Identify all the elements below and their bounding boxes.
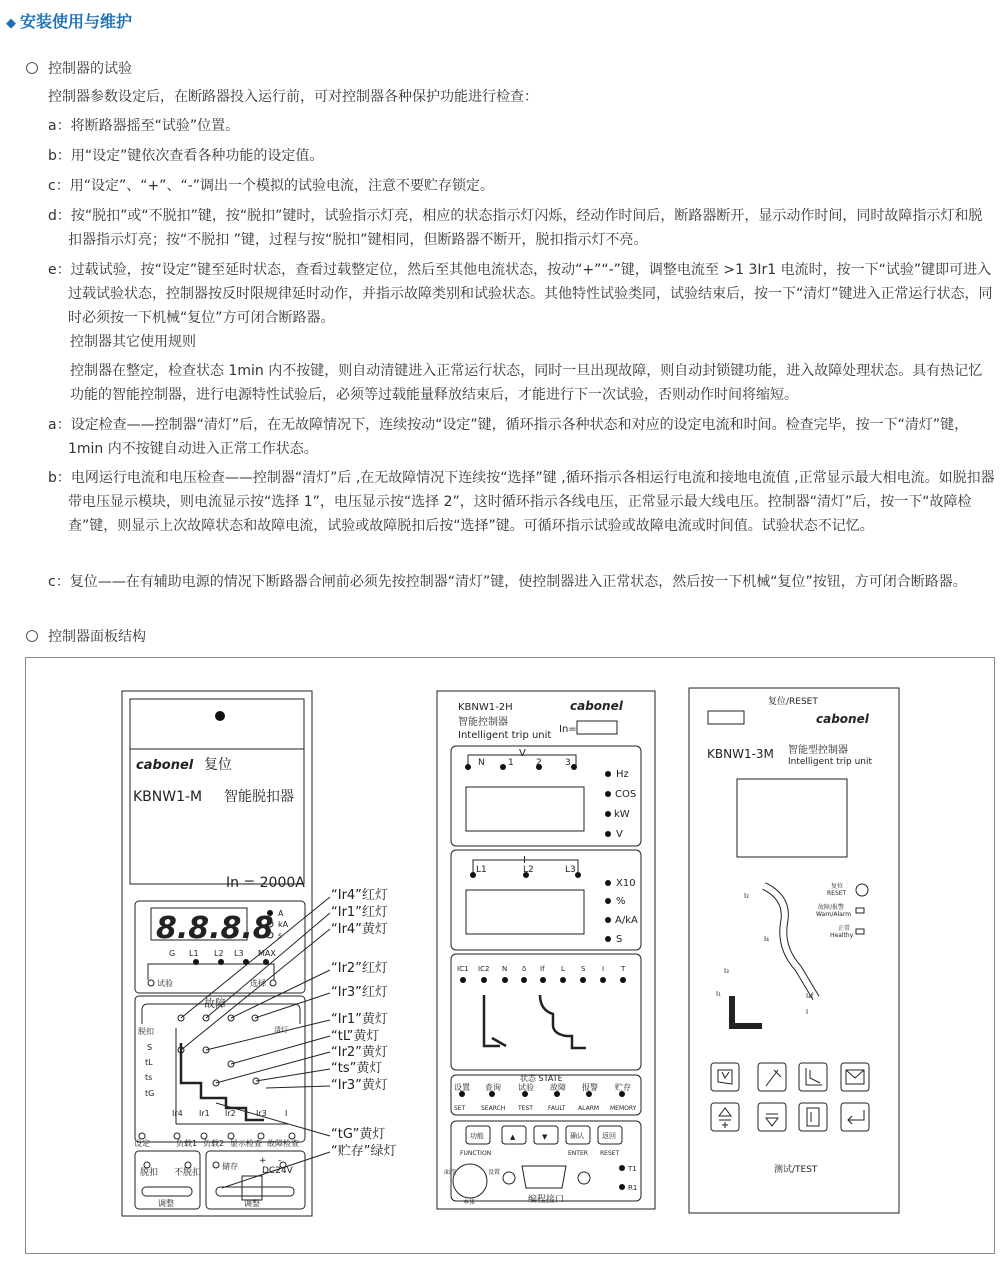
- state-en-1: SEARCH: [481, 1105, 506, 1112]
- led-t: T: [621, 965, 626, 973]
- curve-3m-i4: I₄: [764, 935, 769, 943]
- step-a: a：将断路器摇至“试验”位置。: [48, 118, 240, 134]
- circle-bullet-icon: [26, 630, 38, 642]
- v-2: 2: [536, 758, 542, 768]
- phase-l1: L1: [189, 949, 199, 958]
- curve-3m-i3: I₃: [724, 967, 729, 975]
- curve-3m-i4f: I₄f: [806, 992, 814, 1000]
- r2-s: S: [616, 934, 623, 945]
- i-label: I: [285, 1109, 288, 1118]
- key-down-label: ▼: [542, 1133, 548, 1141]
- port-led: [578, 1172, 590, 1184]
- rule-a: a：设定检查——控制器“清灯”后，在无故障情况下，连续按动“设定”键，循环指示各种状态和对应的设定电流和时间。检查完毕，按一下“清灯”键，1min 内不按键自动进入正常工作状态。: [48, 417, 969, 457]
- ir2-label: Ir2: [225, 1109, 236, 1118]
- panel-3m-display: [737, 779, 847, 857]
- curve-s: S: [147, 1043, 153, 1052]
- state-en-3: FAULT: [548, 1105, 566, 1112]
- state-cn-4: 报警: [582, 1083, 598, 1092]
- select-label: 选择: [250, 979, 266, 988]
- state-title: 状态 STATE: [520, 1074, 563, 1083]
- callout-ir2-yellow: “Ir2”黄灯: [331, 1045, 388, 1060]
- key-3m-4[interactable]: [841, 1063, 869, 1091]
- key-en-enter: ENTER: [568, 1150, 588, 1157]
- minus-label: -: [278, 1156, 282, 1166]
- ir3-label: Ir3: [256, 1109, 267, 1118]
- key-3m-3[interactable]: [799, 1063, 827, 1091]
- panel-m-top-cover: [130, 699, 304, 749]
- panel-2h-brand: cabonel: [570, 699, 623, 713]
- status-warn-en: Warn/Alarm: [816, 911, 852, 918]
- panel-figure-frame: [25, 657, 995, 1254]
- r2-akA: A/kA: [615, 915, 638, 926]
- btn-display-check-label: 显示检查: [230, 1139, 262, 1148]
- callout-ir2-red: “Ir2”红灯: [331, 961, 388, 976]
- reset-status-icon: [856, 884, 868, 896]
- panel-3m-brand: cabonel: [816, 712, 869, 726]
- setting-label: 设置: [488, 1169, 501, 1176]
- circle-bullet-icon: [26, 62, 38, 74]
- test-label: 试验: [157, 979, 173, 988]
- v-3: 3: [565, 758, 571, 768]
- r1-kw: kW: [614, 809, 630, 820]
- fault-label: 故障: [204, 997, 226, 1010]
- current-display: [466, 890, 584, 934]
- phase-max: MAX: [258, 949, 276, 958]
- dc-label: DC24V: [262, 1166, 293, 1176]
- btn-load1-label: 负载1: [176, 1139, 198, 1148]
- key-3m-8[interactable]: [841, 1103, 869, 1131]
- state-cn-3: 故障: [550, 1083, 566, 1092]
- reset-button[interactable]: [708, 711, 744, 724]
- panel-3m-corner-curve: [732, 996, 762, 1026]
- btn-fault-check-label: 故障检查: [267, 1139, 299, 1148]
- key-return-label: 返回: [602, 1132, 616, 1140]
- in-label: In=: [559, 724, 577, 735]
- clear-vertical-label: 清灯: [274, 1026, 288, 1034]
- callout-tl-yellow: “tL”黄灯: [331, 1029, 380, 1044]
- trip-label: 脱扣: [140, 1168, 159, 1178]
- panel-2h-model: KBNW1-2H: [458, 702, 513, 713]
- no-trip-label: 不脱扣: [174, 1168, 202, 1178]
- curve-tg: tG: [145, 1089, 155, 1098]
- curve-3m-i2: I₂: [744, 892, 749, 900]
- rule-b: b：电网运行电流和电压检查——控制器“清灯”后 ,在无故障情况下连续按“选择”键 ,循环指示各相运行电流和接地电流值 ,正常显示最大相电流。如脱扣器带电压显示模块，则电流显示按“选择 1”，电压显示按“选择 2”，这时循环指示各线电压，正常显示最大线电压。控制器“清灯”后，按一下“故障检查”键，则显示上次故障状态和故障电流，试验或故障脱扣后按“选择”键。可循环指示试验或故障电流或时间值。试验状态不记忆。: [48, 470, 995, 534]
- r1-v: V: [616, 829, 623, 840]
- other-rules-title: 控制器其它使用规则: [70, 334, 196, 350]
- section-controller-test: [26, 58, 132, 78]
- callout-ir4-red: “Ir4”红灯: [331, 888, 388, 903]
- curve-left-icon: [484, 995, 506, 1046]
- step-b: b：用“设定”键依次查看各种功能的设定值。: [48, 148, 324, 164]
- unit-ka: kA: [278, 920, 289, 929]
- status-reset-cn: 复位: [831, 883, 844, 890]
- led-i: I: [602, 965, 605, 973]
- section-title: 控制器的试验: [48, 61, 132, 77]
- status-warn-cn: 故障/报警: [818, 904, 845, 911]
- callout-ir3-yellow: “Ir3”黄灯: [331, 1078, 388, 1093]
- callout-ir4-yellow: “Ir4”黄灯: [331, 922, 388, 937]
- remote-label: 面控: [444, 1169, 457, 1176]
- step-c: c：用“设定”、“+”、“-”调出一个模拟的试验电流，注意不要贮存锁定。: [48, 178, 494, 194]
- panel-m-brand: cabonel: [136, 758, 194, 773]
- i-l3: L3: [565, 865, 576, 875]
- plus-label: +: [259, 1156, 267, 1166]
- state-cn-1: 查询: [485, 1083, 501, 1092]
- led-s: S: [581, 965, 586, 973]
- state-cn-0: 设置: [454, 1083, 470, 1092]
- status-ok-en: Healthy: [830, 932, 854, 939]
- unit-a: A: [278, 909, 284, 918]
- panel-2h-name-en: Intelligent trip unit: [458, 730, 552, 741]
- curve-tl: tL: [145, 1058, 153, 1067]
- phase-l3: L3: [234, 949, 244, 958]
- diamond-icon: ◆: [6, 16, 16, 31]
- led-n: N: [502, 965, 508, 973]
- state-en-4: ALARM: [578, 1105, 600, 1112]
- intro-paragraph: 控制器参数设定后，在断路器投入运行前，可对控制器各种保护功能进行检查：: [48, 89, 538, 105]
- test-label-3m: 测试/TEST: [774, 1165, 818, 1175]
- section-panel-structure: [26, 626, 146, 646]
- unit-s: s: [278, 931, 283, 940]
- in-field[interactable]: [577, 721, 617, 734]
- i-l1: L1: [476, 865, 487, 875]
- programming-port[interactable]: [522, 1166, 566, 1188]
- btn-set-label: 设定: [134, 1139, 150, 1148]
- hollow-leds: [139, 921, 295, 1168]
- curve-ts: ts: [145, 1073, 153, 1082]
- r2-percent: %: [616, 896, 626, 907]
- mode-knob[interactable]: [453, 1164, 487, 1198]
- status-reset-en: RESET: [827, 890, 847, 897]
- port-label: 编程接口: [528, 1195, 565, 1205]
- callout-tg-yellow: “tG”黄灯: [331, 1127, 386, 1142]
- adjust-label-2: 调整: [244, 1199, 260, 1208]
- btn-load2-label: 负载2: [203, 1139, 225, 1148]
- page-heading: [6, 9, 132, 32]
- led-delta: δ: [522, 965, 527, 973]
- i-label-2h: I: [523, 855, 526, 866]
- key-function-label: 功能: [470, 1132, 484, 1140]
- section-title: 控制器面板结构: [48, 629, 146, 645]
- r2-x10: X10: [616, 878, 636, 889]
- led-if: If: [540, 965, 545, 973]
- panel-figure: [26, 658, 994, 1253]
- panel-3m-name-cn: 智能型控制器: [788, 745, 848, 756]
- panel-m-model: KBNW1-M: [133, 789, 203, 805]
- v-label: V: [519, 748, 526, 759]
- status-ok-cn: 正常: [838, 925, 851, 932]
- store-label: 储存: [222, 1162, 238, 1171]
- state-cn-5: 贮存: [615, 1083, 631, 1092]
- panel-m-name: 智能脱扣器: [224, 789, 294, 805]
- callout-ir1-red: “Ir1”红灯: [331, 905, 388, 920]
- key-up-label: ▲: [510, 1133, 516, 1141]
- mode-led: [503, 1172, 515, 1184]
- r1-hz: Hz: [616, 769, 629, 780]
- state-en-2: TEST: [518, 1105, 533, 1112]
- callout-ir3-red: “Ir3”红灯: [331, 985, 388, 1000]
- led-l: L: [561, 965, 565, 973]
- callout-store-green: “贮存”绿灯: [331, 1144, 397, 1159]
- i-l2: L2: [523, 865, 534, 875]
- v-n: N: [478, 758, 485, 768]
- panel-3m-name-en: Intelligent trip unit: [788, 757, 873, 767]
- key-confirm-label: 确认: [570, 1132, 584, 1140]
- v-1: 1: [508, 758, 514, 768]
- ir4-label: Ir4: [172, 1109, 183, 1118]
- rule-c: c：复位——在有辅助电源的情况下断路器合闸前必须先按控制器“清灯”键，使控制器进入正常状态，然后按一下机械“复位”按钮，方可闭合断路器。: [48, 574, 967, 590]
- local-label: 本体: [463, 1199, 476, 1206]
- heading-text: 安装使用与维护: [20, 12, 133, 31]
- store-slot[interactable]: [216, 1187, 294, 1196]
- other-rules-text: 控制器在整定，检查状态 1min 内不按键，则自动清键进入正常运行状态，同时一旦出现故障，则自动封锁键功能，进入故障处理状态。具有热记忆功能的智能控制器，进行电源特性试验后，必须等过载能量释放结束后，才能进行下一次试验，否则动作时间将缩短。: [70, 363, 983, 403]
- led-ic1: IC1: [457, 965, 469, 973]
- curve-3m-i1: I₁: [716, 990, 721, 998]
- adjust-label-1: 调整: [158, 1199, 174, 1208]
- panel-3m-curve-inner: [764, 886, 816, 998]
- step-e: e：过载试验，按“设定”键至延时状态，查看过载整定位，然后至其他电流状态，按动“+”“-”键，调整电流至 >1 3Ir1 电流时，按一下“试验”键即可进入过载试验状态，控制器按反时限规律延时动作，并指示故障类别和试验状态。其他特性试验类同，试验结束后，按一下“清灯”键进入正常运行状态，同时必须按一下机械“复位”方可闭合断路器。: [48, 262, 993, 326]
- phase-bracket: [148, 964, 274, 980]
- panel-2h-name-cn: 智能控制器: [458, 717, 508, 728]
- panel-m-reset-label: 复位: [204, 757, 232, 773]
- trip-vertical-label: 脱扣: [138, 1027, 154, 1036]
- reset-label-3m: 复位/RESET: [768, 697, 818, 707]
- callout-ts-yellow: “ts”黄灯: [331, 1061, 383, 1076]
- key-3m-icons: [718, 1068, 864, 1128]
- key-3m-2[interactable]: [758, 1063, 786, 1091]
- state-cn-2: 试验: [518, 1083, 534, 1092]
- state-en-5: MEMORY: [610, 1105, 637, 1112]
- r1-label: R1: [628, 1184, 638, 1192]
- phase-g: G: [169, 949, 176, 958]
- r1-cos: COS: [615, 789, 637, 800]
- trip-slot[interactable]: [142, 1187, 192, 1196]
- step-d: d：按“脱扣”或“不脱扣”键，按“脱扣”键时，试验指示灯亮，相应的状态指示灯闪烁，经动作时间后，断路器断开，显示动作时间，同时故障指示灯和脱扣器指示灯亮；按“不脱扣 ”键，过程与按“脱扣”键相同，但断路器不断开，脱扣指示灯不亮。: [48, 208, 983, 248]
- panel-3m-model: KBNW1-3M: [707, 747, 774, 761]
- voltage-display: [466, 787, 584, 831]
- panel-m-rating: In = 2000A: [226, 875, 305, 891]
- phase-l2: L2: [214, 949, 224, 958]
- led-ic2: IC2: [478, 965, 490, 973]
- state-en-0: SET: [454, 1105, 466, 1112]
- healthy-indicator: [856, 929, 864, 934]
- panel-m-seven-seg: 8.8.8.8: [156, 911, 274, 946]
- alarm-indicator: [856, 908, 864, 913]
- curve-right-icon: [540, 995, 586, 1048]
- key-en-reset: RESET: [600, 1150, 620, 1157]
- callout-ir1-yellow: “Ir1”黄灯: [331, 1012, 388, 1027]
- ir1-label: Ir1: [199, 1109, 210, 1118]
- key-3m-7[interactable]: [799, 1103, 827, 1131]
- key-en-function: FUNCTION: [460, 1150, 492, 1157]
- curve-3m-i: I: [806, 1008, 809, 1016]
- t1-label: T1: [628, 1165, 637, 1173]
